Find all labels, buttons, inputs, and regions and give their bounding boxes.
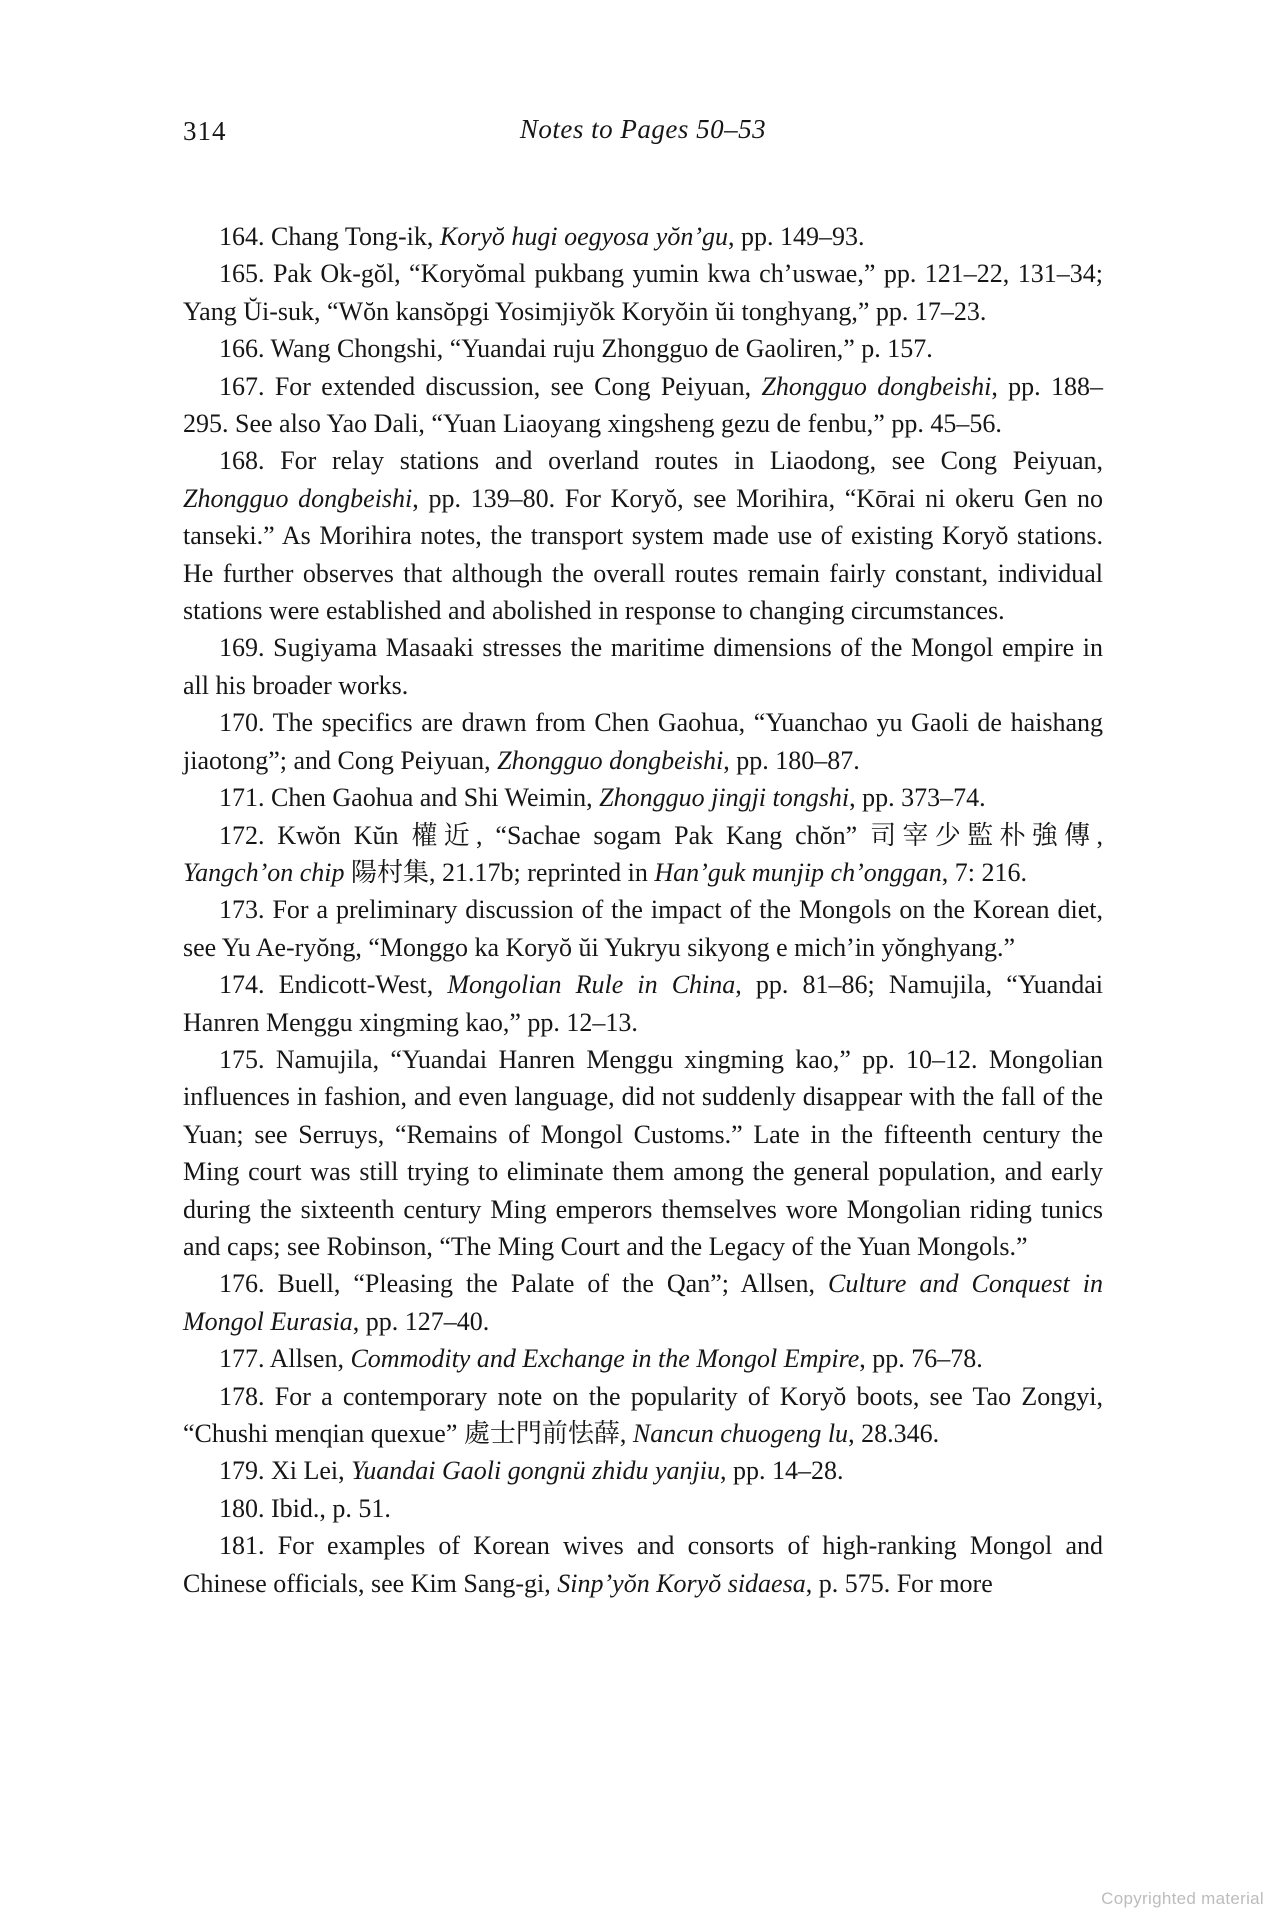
note-number: 178. — [219, 1381, 265, 1411]
note-170 — [183, 704, 1103, 779]
note-number: 166. — [219, 334, 265, 364]
note-text: , pp. 149–93. — [728, 222, 865, 251]
note-number: 173. — [219, 895, 265, 925]
note-166 — [183, 330, 1103, 367]
note-text: For examples of Korean wives and consorts of high-ranking Mongol and Chinese officials, see Kim Sang-gi, — [183, 1531, 1103, 1598]
running-head-title: Notes to Pages 50–53 — [519, 114, 767, 144]
note-title-italic: Yuandai Gaoli gongnü zhidu yanjiu — [351, 1456, 721, 1486]
note-179 — [183, 1452, 1103, 1489]
note-text: Allsen, — [264, 1344, 351, 1374]
note-title-italic: Koryŏ hugi oegyosa yŏn’gu — [439, 222, 728, 251]
note-180 — [183, 1490, 1103, 1527]
note-title-italic: Zhongguo dongbeishi — [761, 371, 992, 401]
note-181 — [183, 1527, 1103, 1602]
note-title-italic: Nancun chuogeng lu — [632, 1419, 849, 1448]
note-text: Ibid., p. 51. — [264, 1493, 391, 1523]
note-171 — [183, 779, 1103, 816]
note-text: Sugiyama Masaaki stresses the maritime dimensions of the Mongol empire in all his broader works. — [183, 633, 1103, 700]
note-text: Chang Tong-ik, — [264, 222, 440, 251]
note-number: 167. — [219, 371, 265, 401]
note-text: , pp. 76–78. — [859, 1344, 983, 1374]
note-text: Xi Lei, — [264, 1456, 352, 1486]
running-header — [183, 114, 1103, 154]
note-text: Chen Gaohua and Shi Weimin, — [264, 783, 600, 813]
note-number: 164. — [219, 222, 265, 251]
note-number: 181. — [219, 1531, 265, 1561]
note-text: The specifics are drawn from Chen Gaohua, “Yuanchao yu Gaoli de haishang jiaotong”; and Cong Peiyuan, — [183, 708, 1103, 775]
note-text: , 7: 216. — [941, 857, 1027, 887]
note-text: , pp. 81–86; Namujila, “Yuandai Hanren Menggu xingming kao,” pp. 12–13. — [183, 970, 1104, 1037]
note-175 — [183, 1041, 1103, 1265]
note-title-italic: Mongolian Rule in China — [447, 970, 736, 1000]
note-174 — [183, 966, 1103, 1041]
note-number: 176. — [219, 1269, 265, 1299]
note-text: Endicott-West, — [264, 970, 448, 1000]
note-number: 165. — [219, 259, 265, 289]
note-number: 171. — [219, 783, 265, 813]
note-173 — [183, 891, 1103, 966]
note-number: 172. — [219, 820, 265, 850]
note-169 — [183, 629, 1103, 704]
note-text: , 28.346. — [848, 1419, 940, 1448]
note-title-italic: Zhongguo dongbeishi — [497, 745, 724, 775]
note-text: Wang Chongshi, “Yuandai ruju Zhongguo de Gaoliren,” p. 157. — [264, 334, 933, 364]
note-172 — [183, 817, 1103, 892]
note-title-italic: Han’guk munjip ch’onggan — [654, 857, 942, 887]
note-178 — [183, 1378, 1103, 1453]
note-168 — [183, 442, 1103, 629]
note-title-italic: Zhongguo dongbeishi — [183, 483, 413, 513]
note-text: Buell, “Pleasing the Palate of the Qan”; Allsen, — [264, 1269, 828, 1299]
note-number: 174. — [219, 970, 265, 1000]
note-title-italic: Commodity and Exchange in the Mongol Empire — [350, 1344, 860, 1374]
note-text: For a contemporary note on the popularity of Koryŏ boots, see Tao Zongyi, “Chushi menqian quexue” 處士門前怯薛, — [183, 1381, 1103, 1448]
note-number: 169. — [219, 633, 265, 663]
note-176 — [183, 1265, 1103, 1340]
note-number: 180. — [219, 1493, 265, 1523]
note-text: , pp. 127–40. — [352, 1306, 490, 1336]
note-text: , pp. 14–28. — [720, 1456, 844, 1486]
note-text: , pp. 188–295. See also Yao Dali, “Yuan Liaoyang xingsheng gezu de fenbu,” pp. 45–56. — [183, 371, 1104, 439]
note-title-italic: Culture and Conquest in Mongol Eurasia — [183, 1269, 1104, 1336]
note-text: , p. 575. For more — [805, 1568, 993, 1598]
note-number: 170. — [219, 708, 265, 738]
note-text: , pp. 373–74. — [849, 783, 986, 813]
note-text: Kwŏn Kŭn 權近, “Sachae sogam Pak Kang chŏn” 司宰少監朴強傳, — [264, 820, 1103, 850]
notes-list — [183, 218, 1103, 1602]
note-text: For a preliminary discussion of the impact of the Mongols on the Korean diet, see Yu Ae-ryŏng, “Monggo ka Koryŏ ŭi Yukryu sikyong e mich’in yŏnghyang.” — [183, 895, 1103, 962]
note-title-italic: Yangch’on chip — [183, 857, 345, 887]
copyright-watermark: Copyrighted material — [1101, 1889, 1264, 1908]
note-number: 175. — [219, 1044, 265, 1074]
note-title-italic: Sinp’yŏn Koryŏ sidaesa — [557, 1568, 806, 1598]
note-number: 177. — [219, 1344, 265, 1374]
note-text: For relay stations and overland routes in Liaodong, see Cong Peiyuan, — [264, 446, 1103, 476]
note-text: , pp. 139–80. For Koryŏ, see Morihira, “Kōrai ni okeru Gen no tanseki.” As Morihira notes, the transport system made use of existing Koryŏ stations. He further observes that although the overall routes remain fairly constant, individual stations were established and abolished in response to changing circumstances. — [183, 483, 1103, 626]
note-165 — [183, 255, 1103, 330]
note-text: Namujila, “Yuandai Hanren Menggu xingming kao,” pp. 10–12. Mongolian influences in fashion, and even language, did not suddenly disappear with the fall of the Yuan; see Serruys, “Remains of Mongol Customs.” Late in the fifteenth century the Ming court was still trying to eliminate them among the general population, and early during the sixteenth century Ming emperors themselves wore Mongolian riding tunics and caps; see Robinson, “The Ming Court and the Legacy of the Yuan Mongols.” — [183, 1044, 1103, 1261]
note-164 — [183, 218, 1103, 255]
note-text: Pak Ok-gŏl, “Koryŏmal pukbang yumin kwa ch’uswae,” pp. 121–22, 131–34; Yang Ŭi-suk, “Wŏn kansŏpgi Yosimjiyŏk Koryŏin ŭi tonghyang,” pp. 17–23. — [183, 259, 1103, 326]
page-number: 314 — [183, 116, 227, 146]
note-number: 168. — [219, 446, 265, 476]
note-number: 179. — [219, 1456, 265, 1486]
note-title-italic: Zhongguo jingji tongshi — [599, 783, 850, 813]
note-text: , pp. 180–87. — [723, 745, 860, 775]
note-text: 陽村集, 21.17b; reprinted in — [344, 857, 655, 887]
note-text: For extended discussion, see Cong Peiyuan, — [264, 371, 762, 401]
note-177 — [183, 1340, 1103, 1377]
note-167 — [183, 368, 1103, 443]
